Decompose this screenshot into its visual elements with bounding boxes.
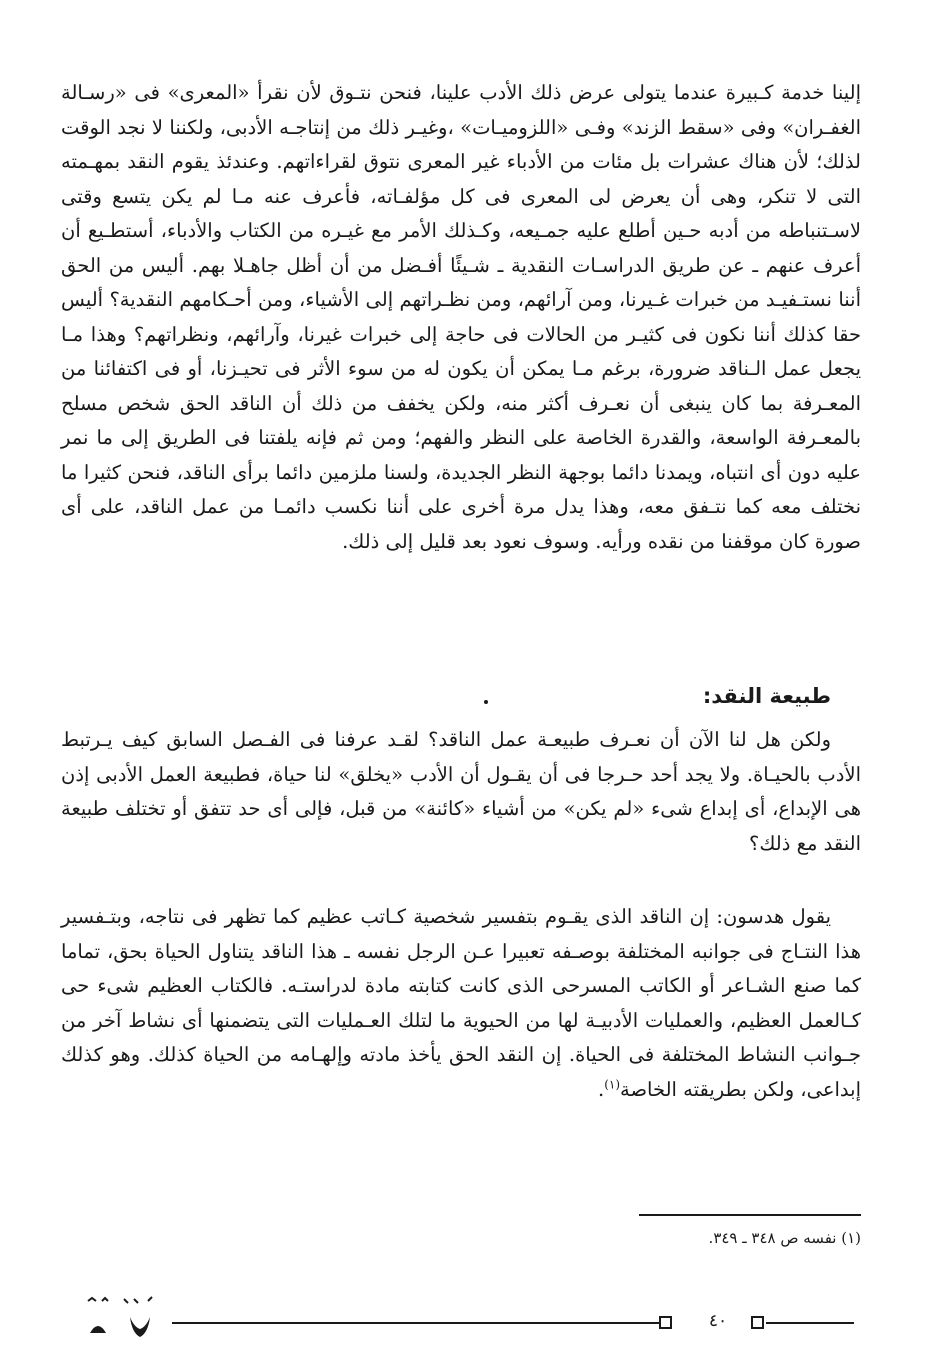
paragraph-text: ولكن هل لنا الآن أن نعـرف طبيعـة عمل الناقد؟ لقـد عرفنا فى الفـصل السابق كيف يـرتبط الأدب بالحيـاة. ولا يجد أحد حـرجا فى أن يقـول أن الأدب «يخلق» لنا حياة، فطبيعة العمل الأدبى إذن هى الإبداع، أى إبداع شىء «لم يكن» من أشياء «كائنة» من قبل، فإلى أى حد تتفق أو تختلف طبيعة النقد مع ذلك؟ <box>61 728 861 855</box>
paragraph-text: إلينا خدمة كـبيرة عندما يتولى عرض ذلك الأدب علينا، فنحن نتـوق لأن نقرأ «المعرى» فى «رسـالة الغفـران» وفى «سقط الزند» وفـى «اللزوميـات» ،وغيـر ذلك من إنتاجـه الأدبى، ولكننا لا نجد الوقت لذلك؛ لأن هناك عشرات بل مئات من الأدباء غير المعرى نتوق لقراءاتهم. وعندئذ يقوم النقد بمهـمته التى لا تنكر، وهى أن يعرض لى المعرى فى كل مؤلفـاته، فأعرف عنه مـا لم يكن يتسع وقتى لاسـتنباطه من أدبه حـين أطلع عليه جمـيعه، وكـذلك الأمر مع غيـره من الكتاب والأدباء، أستطـيع أن أعرف عنهم ـ عن طريق الدراسـات النقدية ـ شـيئًا أفـضل من أن أظل جاهـلا بهم. أليس من الحق أننا نستـفيـد من خبرات غـيرنا، ومن آرائهم، ومن نظـراتهم إلى الأشياء، ومن أحـكامهم النقدية؟ أليس حقا كذلك أننا نكون فى كثيـر من الحالات فى حاجة إلى خبرات غيرنا، وآرائهم، ونظراتهم؟ وهذا مـا يجعل عمل الـناقد ضرورة، برغم مـا يمكن أن يكون له من سوء الأثر فى تحيـزنا، أو فى اكتفائنا من المعـرفة بما كان ينبغى أن نعـرف أكثر منه، ولكن يخفف من ذلك أن الناقد الحق شخص مسلح بالمعـرفة الواسعة، والقدرة الخاصة على النظر والفهم؛ ومن ثم فإنه يلفتنا فى الطريق إلى ما نمر عليه دون أى انتباه، ويمدنا دائما بوجهة النظر الجديدة، ولسنا ملزمين دائما برأى الناقد، فنحن كثيرا ما نختلف معه كما نتـفق معه، وهذا يدل مرة أخرى على أننا نكسب دائمـا من عمل الناقد، على أى صورة كان موقفنا من نقده ورأيه. وسوف نعود بعد قليل إلى ذلك. <box>61 81 861 553</box>
body-paragraph-2 <box>61 723 861 861</box>
footer-box-left <box>659 1316 672 1329</box>
footer-box-right <box>751 1316 764 1329</box>
footer-divider-left <box>172 1322 661 1324</box>
paragraph-end: . <box>598 1077 605 1101</box>
footnote-reference[interactable]: (١) <box>604 1077 621 1091</box>
footnote-divider <box>639 1214 861 1216</box>
ornament-icon <box>84 1295 164 1343</box>
paragraph-body: يقول هدسون: إن الناقد الذى يقـوم بتفسير شخصية كـاتب عظيم كما تظهر فى نتاجه، وبتـفسير هذا النتـاج فى جوانبه المختلفة بوصـفه تعبيرا عـن الرجل نفسه ـ هذا الناقد يتناول الحياة بحق، تماما كما صنع الشـاعر أو الكاتب المسرحى الذى كانت كتابته مادة لدراستـه. فالكتاب العظيم شىء حى كـالعمل العظيم، والعمليات الأدبيـة لها من الحيوية ما لتلك العـمليات التى يتضمنها أى نشاط آخر من جـوانب النشاط المختلفة فى الحياة. إن النقد الحق يأخذ مادته وإلهـامه من الحياة كذلك. وهو كذلك إبداعى، ولكن بطريقته الخاصة <box>61 905 861 1101</box>
body-paragraph-1 <box>61 76 861 559</box>
paragraph-text <box>61 900 861 1107</box>
footnote: (١) نفسه ص ٣٤٨ ـ ٣٤٩. <box>708 1229 861 1247</box>
stray-dot <box>484 700 488 704</box>
page-number: ٤٠ <box>708 1311 728 1331</box>
body-paragraph-3 <box>61 900 861 1107</box>
footer-divider-right <box>766 1322 854 1324</box>
section-heading: طبيعة النقد: <box>702 684 831 708</box>
